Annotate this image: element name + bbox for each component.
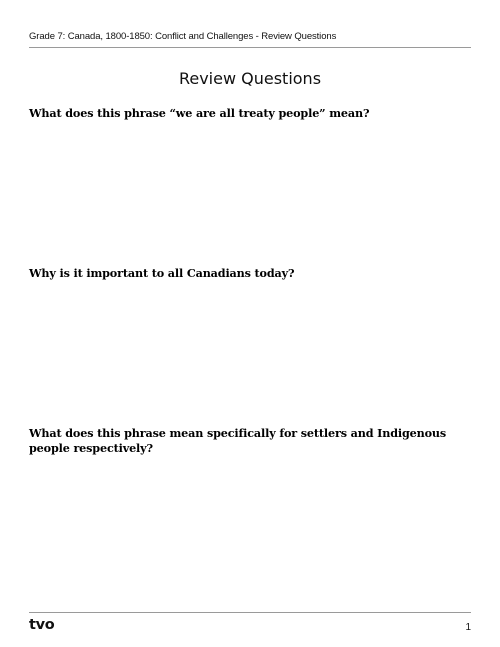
- question-3: What does this phrase mean specifically for settlers and Indigenous people respectively?: [29, 426, 447, 455]
- page-header: Grade 7: Canada, 1800-1850: Conflict and Challenges - Review Questions: [29, 31, 337, 42]
- question-2: Why is it important to all Canadians today?: [29, 266, 295, 280]
- page-number: 1: [465, 622, 471, 633]
- footer-divider: [29, 612, 471, 613]
- tvo-logo: tvo: [29, 617, 55, 633]
- question-1: What does this phrase “we are all treaty people” mean?: [29, 106, 370, 120]
- page-title: Review Questions: [178, 69, 322, 88]
- header-divider: [29, 47, 471, 48]
